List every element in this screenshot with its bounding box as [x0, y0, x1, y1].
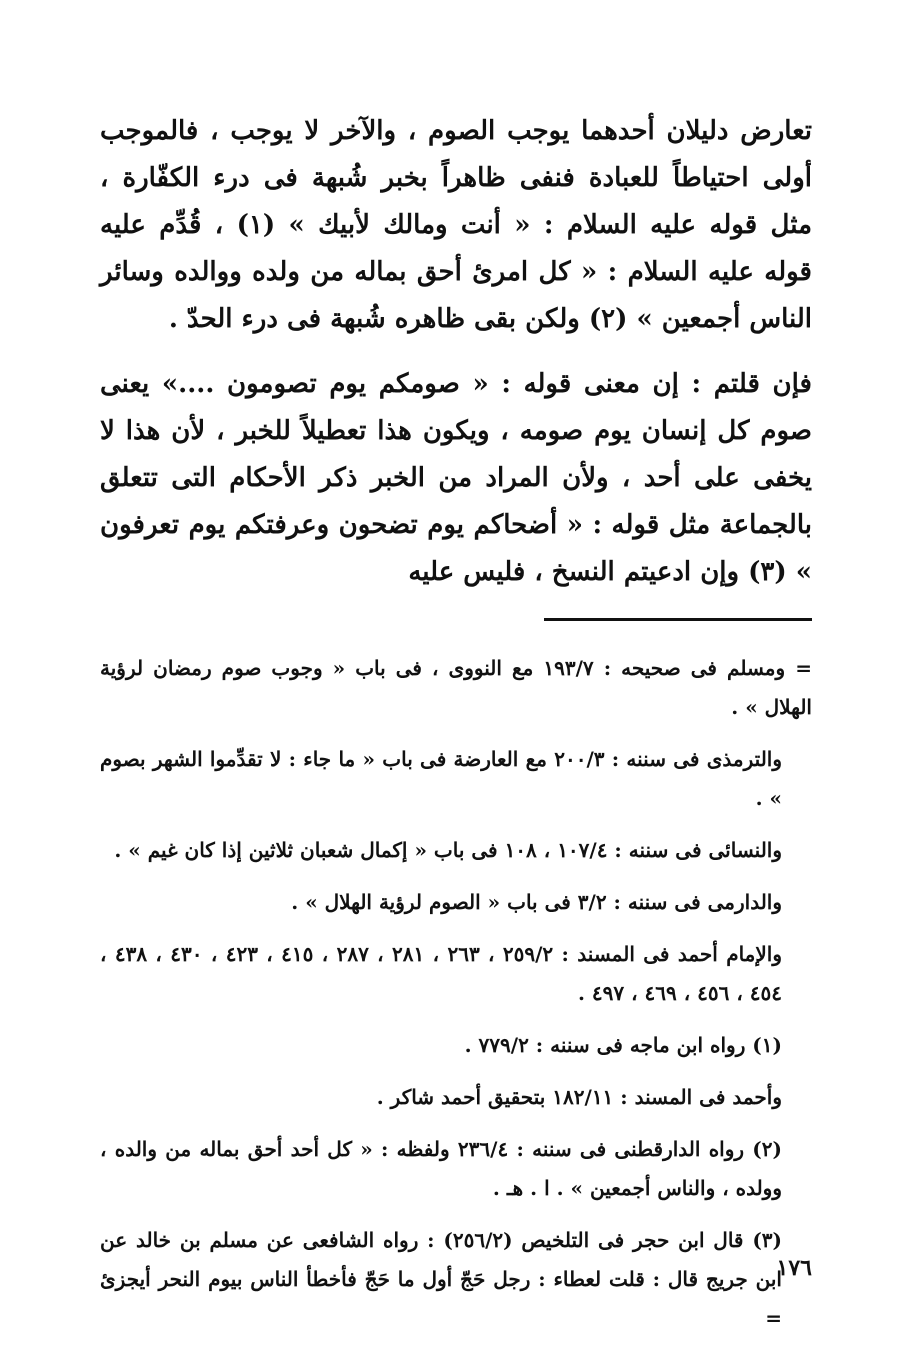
footnote-separator [544, 618, 812, 621]
footnote-3: (٣) قال ابن حجر فى التلخيص (٢٥٦/٢) : رواه الشافعى عن مسلم بن خالد عن ابن جريج قال : قلت لعطاء : رجل حَجّ أول ما حَجّ فأخطأ الناس بيوم النحر أيجزئ = [100, 1228, 782, 1330]
paragraph-1: تعارض دليلان أحدهما يوجب الصوم ، والآخر لا يوجب ، فالموجب أولى احتياطاً للعبادة فنفى ظاهراً بخبر شُبهة فى درء الكفّارة ، مثل قوله عليه السلام : « أنت ومالك لأبيك » (١) ، قُدِّم عليه قوله عليه السلام : « كل امرئ أحق بماله من ولده ووالده وسائر الناس أجمعين » (٢) ولكن بقى ظاهره شُبهة فى درء الحدّ . [100, 116, 812, 334]
footnote-line: والإمام أحمد فى المسند : ٢٥٩/٢ ، ٢٦٣ ، ٢٨١ ، ٢٨٧ ، ٤١٥ ، ٤٢٣ ، ٤٣٠ ، ٤٣٨ ، ٤٥٤ ، ٤٥٦ ، ٤٦٩ ، ٤٩٧ . [100, 942, 783, 1005]
paragraph-2: فإن قلتم : إن معنى قوله : « صومكم يوم تصومون ....» يعنى صوم كل إنسان يوم صومه ، ويكون هذا تعطيلاً للخبر ، لأن هذا لا يخفى على أحد ، ولأن المراد من الخبر ذكر الأحكام التى تتعلق بالجماعة مثل قوله : « أضحاكم يوم تضحون وعرفتكم يوم تعرفون » (٣) وإن ادعيتم النسخ ، فليس عليه [100, 369, 812, 587]
footnote-line: = ومسلم فى صحيحه : ١٩٣/٧ مع النووى ، فى باب « وجوب صوم رمضان لرؤية الهلال » . [100, 656, 812, 719]
footnote-line: والترمذى فى سننه : ٢٠٠/٣ مع العارضة فى باب « ما جاء : لا تقدِّموا الشهر بصوم » . [100, 747, 782, 810]
footnote-line: وأحمد فى المسند : ١٨٢/١١ بتحقيق أحمد شاكر . [376, 1085, 782, 1109]
footnote-2: (٢) رواه الدارقطنى فى سننه : ٢٣٦/٤ ولفظه : « كل أحد أحق بماله من والده ، وولده ، والناس أجمعين » . ا . هـ . [100, 1137, 782, 1200]
book-page [100, 108, 812, 1351]
page-number: ١٧٦ [776, 1255, 812, 1281]
footnote-line: والنسائى فى سننه : ١٠٧/٤ ، ١٠٨ فى باب « إكمال شعبان ثلاثين إذا كان غيم » . [114, 838, 782, 862]
footnotes [100, 649, 812, 1338]
footnote-1: (١) رواه ابن ماجه فى سننه : ٧٧٩/٢ . [464, 1033, 782, 1057]
main-text [100, 108, 812, 596]
footnote-line: والدارمى فى سننه : ٣/٢ فى باب « الصوم لرؤية الهلال » . [291, 890, 782, 914]
